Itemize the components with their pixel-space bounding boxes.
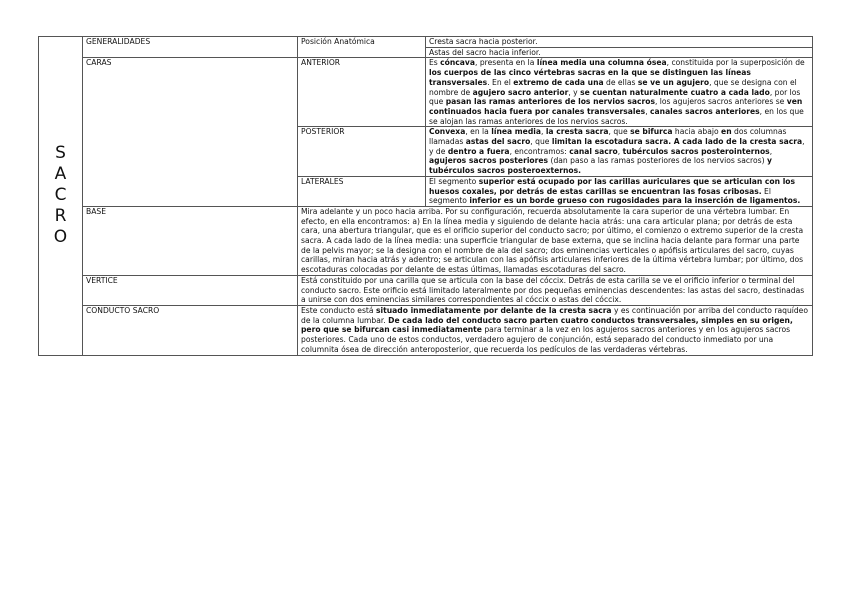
text-segment: , en los que se alojan las ramas anteriores de los nervios sacros. [429,106,804,126]
text-segment: , [617,146,623,156]
laterales-label: LATERALES [298,176,426,206]
text-segment: , que se designa con el nombre de [429,77,797,97]
bold-text-segment: situado inmediatamente por delante de la cresta sacra [375,305,612,315]
anterior-label: ANTERIOR [298,58,426,127]
bold-text-segment: agujeros sacros posteriores [429,156,549,166]
posterior-description [426,127,813,177]
base-description [298,206,813,275]
text-segment: , que [608,127,631,137]
text-segment: Está constituido por una carilla que se articula con la base del cóccix. Detrás de esta carilla se ve el orificio inferior o terminal del conducto sacro. Este orificio está limitado lateralmente por dos pequeñas eminencias descendentes: las astas del sacro, destinadas a unirse con dos eminencias similares correspondientes al cóccix o astas del cóccix. [301,275,805,305]
text-segment: y es continuación por arriba del conducto raquídeo de la columna lumbar. [301,305,808,325]
bold-text-segment: cóncava [440,58,475,68]
anterior-description [426,58,813,127]
bold-text-segment: canales sacros anteriores [650,106,760,116]
conducto-sacro-label: CONDUCTO SACRO [83,305,298,355]
text-segment: , [541,127,546,137]
text-segment: , constituida por la superposición de [666,58,805,68]
bold-text-segment: y tubérculos sacros posteroexternos. [429,156,772,176]
vertice-label: VERTICE [83,275,298,305]
title-letter: A [54,164,67,185]
bold-text-segment: canal sacro [569,146,618,156]
text-segment: , que [530,137,552,147]
text-segment: , presenta en la [475,58,537,68]
bold-text-segment: ven continuados hacia fuera por canales transversales [429,97,803,116]
title-letter: S [55,143,66,164]
vertice-description [298,275,813,305]
bold-text-segment: astas del sacro [465,137,531,147]
text-segment: . En el [487,77,514,87]
conducto-sacro-description [298,305,813,355]
bold-text-segment: superior está ocupado por las carillas auriculares que se articulan con los huesos coxales, por detrás de estas carillas se encuentran las fosas cribosas. [429,176,796,196]
text-segment: hacia abajo [672,127,722,137]
text-segment: , por los que [429,87,801,107]
sacro-table [38,36,813,356]
title-letter: R [54,206,67,227]
posicion-anatomica-label: Posición Anatómica [298,37,426,58]
text-segment: Mira adelante y un poco hacia arriba. Por su configuración, recuerda absolutamente la cara superior de una vértebra lumbar. En efecto, en ella encontramos: a) En la línea media y siguiendo de delante hacia atrás: una cara articular plana; por detrás de esta cara, una abertura triangular, que es el orificio superior del conducto sacro; por último, el comienzo o extremo superior de la cresta sacra. A cada lado de la línea media: una superficie triangular de base externa, que se inclina hacia delante para formar una parte de la pelvis mayor; se la designa con el nombre de ala del sacro; dos eminencias verticales o apófisis articulares del sacro, cuyas carillas, miran hacia atrás y adentro; se articulan con las apófisis articulares inferiores de la última vértebra lumbar; por último, dos escotaduras colocadas por delante de estas últimas, llamadas escotaduras del sacro. [301,206,804,275]
bold-text-segment: De cada lado del conducto sacro parten cuatro conductos transversales, simples en su origen, pero que se bifurcan casi inmediatamente [301,315,793,335]
text-segment: , los agujeros sacros anteriores se [654,97,787,107]
base-label: BASE [83,206,298,275]
text-segment: Es [429,58,441,68]
generalidades-item: Cresta sacra hacia posterior. [426,37,813,48]
text-segment: , y de [429,137,805,156]
text-segment: dos columnas llamadas [429,127,787,147]
text-segment: , encontramos: [509,146,570,156]
text-segment: , [645,106,651,116]
bold-text-segment: tubérculos sacros posterointernos [622,146,770,156]
text-segment: , en la [465,127,492,137]
text-segment: El segmento [429,176,479,186]
title-letter: O [53,227,68,248]
caras-label: CARAS [83,58,298,207]
table-row [39,37,813,48]
generalidades-label: GENERALIDADES [83,37,298,58]
laterales-description [426,176,813,206]
bold-text-segment: en [721,127,732,137]
bold-text-segment: agujero sacro anterior [472,87,569,97]
table-row [39,58,813,127]
bold-text-segment: se cuentan naturalmente cuatro a cada lado [580,87,770,97]
sacro-vertical-title [39,37,83,356]
bold-text-segment: línea media una columna ósea [536,58,667,68]
bold-text-segment: los cuerpos de las cinco vértebras sacras en la que se distinguen las líneas transversales [429,68,751,87]
posterior-label: POSTERIOR [298,127,426,177]
bold-text-segment: se ve un agujero [637,77,710,87]
text-segment: de ellas [603,77,638,87]
text-segment: Este conducto está [301,305,376,315]
text-segment: El segmento [429,186,771,206]
text-segment: (dan paso a las ramas posteriores de los nervios sacros) [548,156,767,166]
bold-text-segment: dentro a fuera [447,146,510,156]
bold-text-segment: limitan la escotadura sacra. A cada lado de la cresta sacra [551,137,803,147]
bold-text-segment: Convexa [429,127,466,137]
text-segment: , [769,146,773,156]
table-row [39,305,813,355]
generalidades-item: Astas del sacro hacia inferior. [426,47,813,58]
bold-text-segment: extremo de cada una [513,77,604,87]
bold-text-segment: línea media [491,127,541,137]
bold-text-segment: la cresta sacra [545,127,609,137]
bold-text-segment: inferior es un borde grueso con rugosidades para la inserción de ligamentos. [469,196,801,206]
table-row [39,206,813,275]
text-segment: para terminar a la vez en los agujeros sacros anteriores y en los agujeros sacros posteriores. Cada uno de estos conductos, verdadero agujero de conjunción, está separado del conducto inmediato por una columnita ósea de dirección anteroposterior, que recuerda los pedículos de las verdaderas vértebras. [301,325,791,354]
table-row [39,275,813,305]
title-letter: C [54,185,67,206]
text-segment: , y [568,87,581,97]
bold-text-segment: se bifurca [630,127,673,137]
bold-text-segment: pasan las ramas anteriores de los nervios sacros [445,97,655,107]
